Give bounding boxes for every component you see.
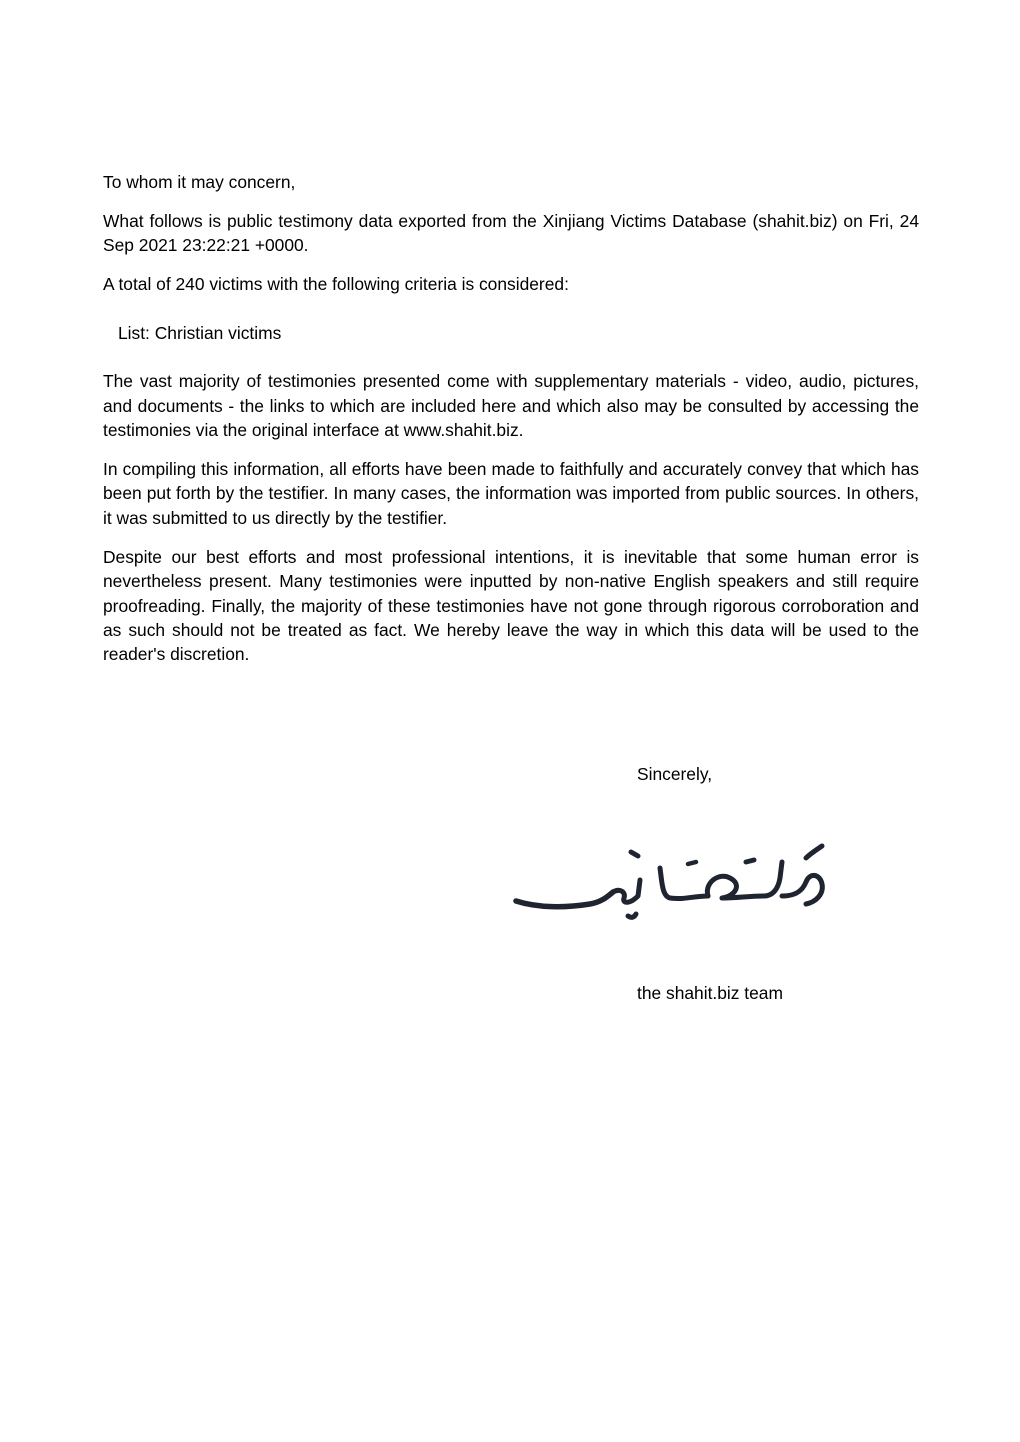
export-notice: What follows is public testimony data exported from the Xinjiang Victims Database (shahit.biz) on Fri, 24 Sep 2021 23:22:21 +0000. xyxy=(103,211,919,256)
compiling-paragraph: In compiling this information, all efforts have been made to faithfully and accurately convey that which has been put forth by the testifier. In many cases, the information was imported from public sources. In others, it was submitted to us directly by the testifier. xyxy=(103,459,919,528)
signature-stroke xyxy=(707,876,764,898)
signature-stroke xyxy=(516,892,613,907)
signature-image xyxy=(510,838,832,926)
closing: Sincerely, xyxy=(637,764,713,784)
signature-stroke xyxy=(688,862,696,864)
signature-stroke xyxy=(613,880,640,902)
disclaimer-paragraph: Despite our best efforts and most professional intentions, it is inevitable that some human error is nevertheless present. Many testimonies were inputted by non-native English speakers and still require proofreading. Finally, the majority of these testimonies have not gone through rigorous corroboration and as such should not be treated as fact. We hereby leave the way in which this data will be used to the reader's discretion. xyxy=(103,546,919,665)
criteria-list: List: Christian victims xyxy=(118,322,282,343)
signature-stroke xyxy=(764,862,782,896)
signature-stroke xyxy=(628,914,636,917)
materials-paragraph: The vast majority of testimonies presented come with supplementary materials - video, audio, pictures, and documents - the links to which are included here and which also may be consulted by accessing the testimonies via the original interface at www.shahit.biz. xyxy=(103,371,919,441)
signature-stroke xyxy=(782,875,822,904)
salutation: To whom it may concern, xyxy=(103,172,296,192)
signature-stroke xyxy=(746,860,754,862)
signature-stroke xyxy=(806,846,822,858)
total-notice: A total of 240 victims with the following criteria is considered: xyxy=(103,274,569,295)
signatory: the shahit.biz team xyxy=(637,983,783,1003)
signature-stroke xyxy=(660,868,708,899)
signature-stroke xyxy=(631,852,638,856)
letter-body xyxy=(103,170,919,667)
